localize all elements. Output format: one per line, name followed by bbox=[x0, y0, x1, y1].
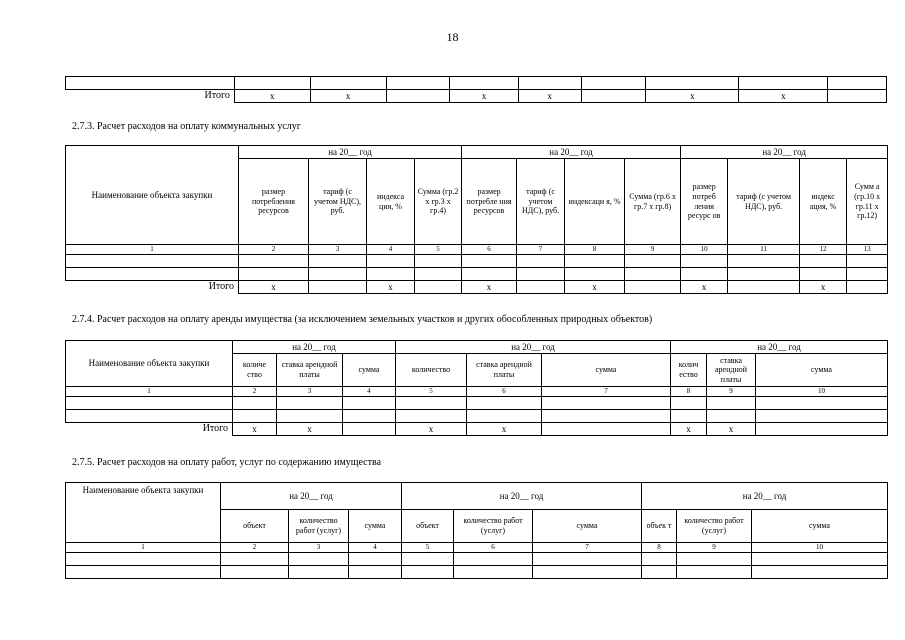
page-number: 18 bbox=[446, 30, 459, 44]
year-header: на 20__ год bbox=[221, 483, 402, 510]
column-header: ставка арендной платы bbox=[707, 354, 756, 387]
column-header: размер потребле ния ресурсов bbox=[462, 159, 517, 245]
column-header: сумма bbox=[542, 354, 671, 387]
column-number-row: 1 2 3 4 5 6 7 8 9 10 bbox=[66, 387, 888, 397]
column-header: Сумма (гр.2 х гр.3 х гр.4) bbox=[415, 159, 462, 245]
column-header: индекс ация, % bbox=[800, 159, 847, 245]
column-header: объект bbox=[221, 510, 289, 543]
total-label: Итого bbox=[202, 423, 228, 435]
total-label: Итого bbox=[208, 281, 234, 293]
table-row bbox=[66, 397, 888, 410]
section-heading-274: 2.7.4. Расчет расходов на оплату аренды имущества (за исключением земельных участков и других обособленных природных объектов) bbox=[72, 314, 653, 325]
table-row bbox=[66, 255, 888, 268]
total-row: Итого х х х х х х bbox=[66, 281, 888, 294]
column-header: сумма bbox=[533, 510, 642, 543]
table-maintenance bbox=[65, 482, 888, 579]
section-heading-273: 2.7.3. Расчет расходов на оплату коммунальных услуг bbox=[72, 121, 301, 132]
column-header: Сумм а (гр.10 х гр.11 х гр.12) bbox=[847, 159, 888, 245]
column-header: размер потребления ресурсов bbox=[239, 159, 309, 245]
year-header: на 20__ год bbox=[396, 341, 671, 354]
year-header: на 20__ год bbox=[642, 483, 888, 510]
column-header: Сумма (гр.6 х гр.7 х гр.8) bbox=[625, 159, 681, 245]
table-row bbox=[66, 410, 888, 423]
section-heading-275: 2.7.5. Расчет расходов на оплату работ, услуг по содержанию имущества bbox=[72, 457, 382, 468]
column-header: объек т bbox=[642, 510, 677, 543]
year-header: на 20__ год bbox=[233, 341, 396, 354]
column-header: тариф (с учетом НДС), руб. bbox=[517, 159, 565, 245]
column-header: количество bbox=[396, 354, 467, 387]
column-header: ставка арендной платы bbox=[467, 354, 542, 387]
total-row: Итого х х х х х х bbox=[66, 90, 887, 103]
column-header: количество работ (услуг) bbox=[677, 510, 752, 543]
column-header: сумма bbox=[756, 354, 888, 387]
table-row bbox=[66, 553, 888, 566]
column-header: сумма bbox=[349, 510, 402, 543]
column-header: индексаци я, % bbox=[565, 159, 625, 245]
year-header: на 20__ год bbox=[462, 146, 681, 159]
table-row bbox=[66, 566, 888, 579]
column-header: объект bbox=[402, 510, 454, 543]
table-row bbox=[66, 77, 887, 90]
total-label: Итого bbox=[204, 90, 230, 102]
name-header: Наименование объекта закупки bbox=[66, 146, 239, 245]
column-number-row: 1 2 3 4 5 6 7 8 9 10 11 12 13 bbox=[66, 245, 888, 255]
year-header: на 20__ год bbox=[239, 146, 462, 159]
column-header: тариф (с учетом НДС), руб. bbox=[309, 159, 367, 245]
total-row: Итого х х х х х х bbox=[66, 423, 888, 436]
table-utilities bbox=[65, 145, 888, 294]
column-header: колич ество bbox=[671, 354, 707, 387]
column-header: индекса ция, % bbox=[367, 159, 415, 245]
name-header: Наименование объекта закупки bbox=[66, 483, 221, 543]
year-header: на 20__ год bbox=[402, 483, 642, 510]
column-header: количество работ (услуг) bbox=[289, 510, 349, 543]
column-header: ставка арендной платы bbox=[277, 354, 343, 387]
column-header: тариф (с учетом НДС), руб. bbox=[728, 159, 800, 245]
column-header: количе ство bbox=[233, 354, 277, 387]
table-rent bbox=[65, 340, 888, 436]
column-header: размер потреб ления ресурс ов bbox=[681, 159, 728, 245]
name-header: Наименование объекта закупки bbox=[66, 341, 233, 387]
year-header: на 20__ год bbox=[681, 146, 888, 159]
table-row bbox=[66, 268, 888, 281]
year-header: на 20__ год bbox=[671, 341, 888, 354]
column-header: сумма bbox=[752, 510, 888, 543]
table-continuation bbox=[65, 76, 887, 103]
column-header: сумма bbox=[343, 354, 396, 387]
column-number-row: 1 2 3 4 5 6 7 8 9 10 bbox=[66, 543, 888, 553]
column-header: количество работ (услуг) bbox=[454, 510, 533, 543]
